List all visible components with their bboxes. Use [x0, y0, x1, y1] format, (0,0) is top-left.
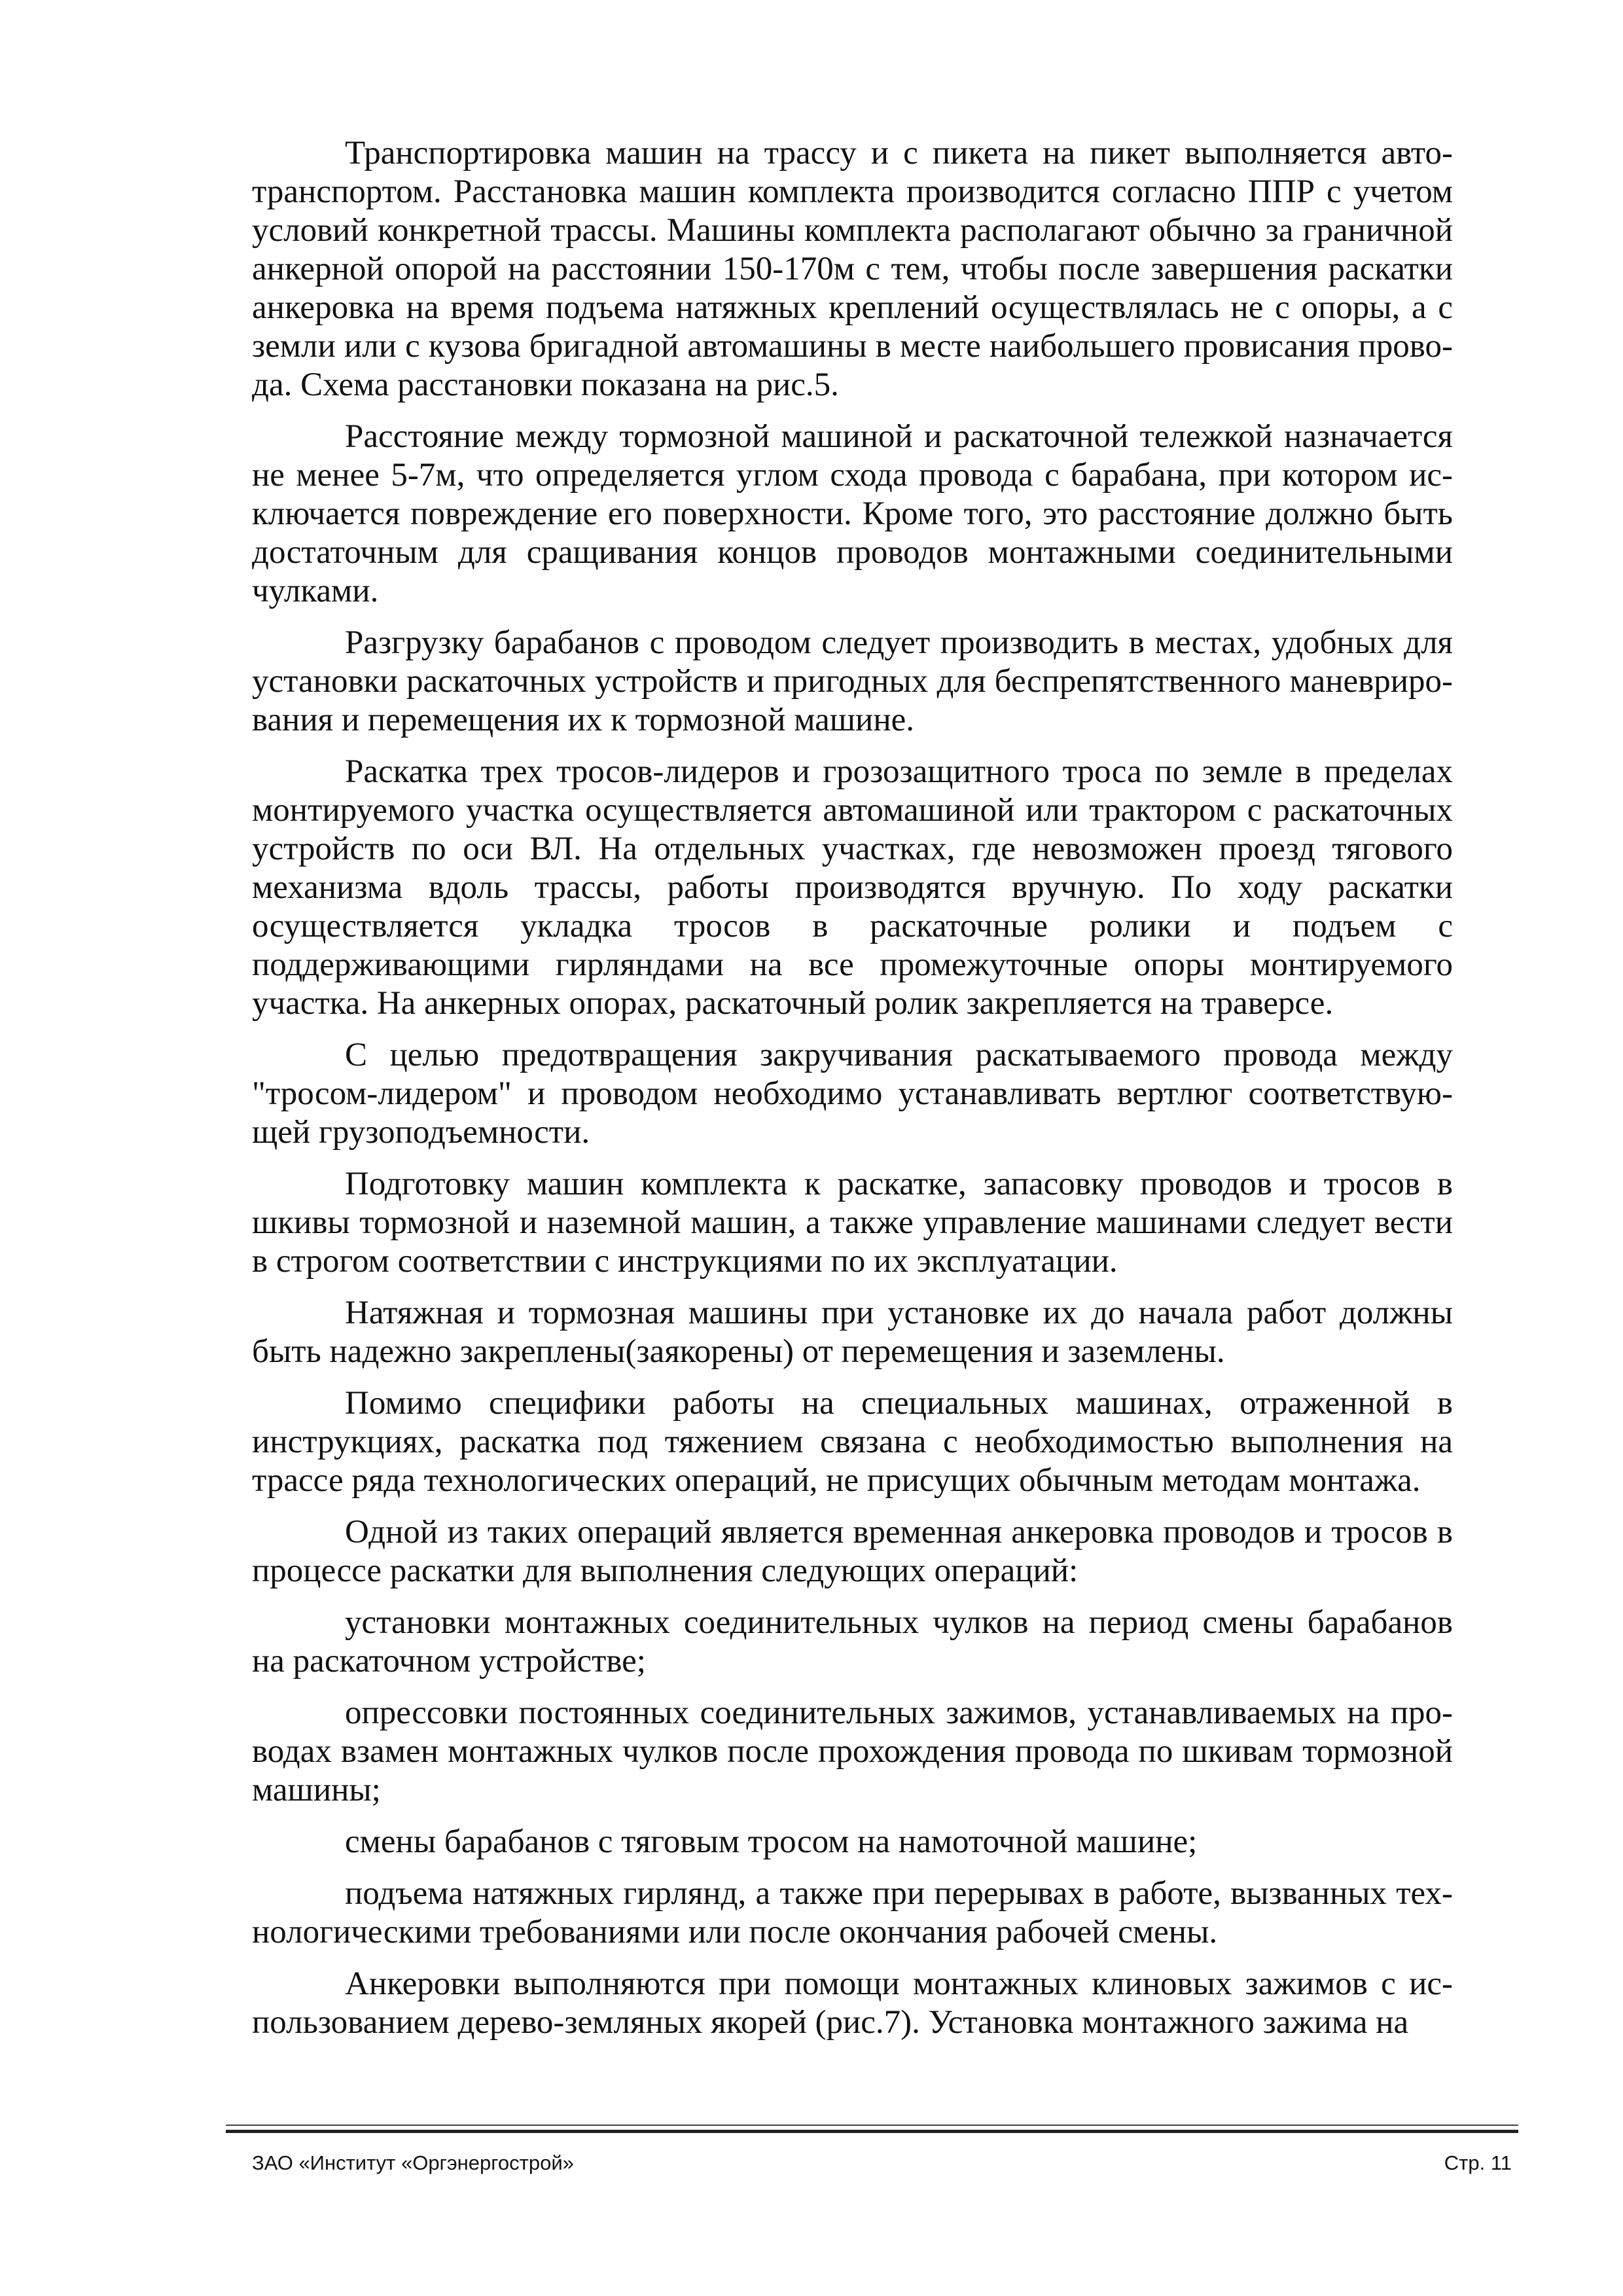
- footer-divider-thick: [226, 2130, 1518, 2133]
- paragraph-10: Анкеровки выполняются при помощи монтажных клиновых зажимов с использованием дерево-земляных якорей (рис.7). Установка монтажного зажима на: [252, 1965, 1453, 2041]
- list-item-4: подъема натяжных гирлянд, а также при перерывах в работе, вызванных технологическими требованиями или после окончания рабочей смены.: [252, 1875, 1453, 1950]
- body-text: [252, 134, 1453, 2055]
- list-item-3: смены барабанов с тяговым тросом на намоточной машине;: [345, 1823, 1198, 1860]
- paragraph-6: Подготовку машин комплекта к раскатке, запасовку проводов и тросов в шкивы тормозной и наземной машин, а также управление машинами следует вести в строгом соответствии с инструкциями по их эксплуатации.: [252, 1166, 1453, 1280]
- paragraph-7: Натяжная и тормозная машины при установке их до начала работ должны быть надежно закреплены(заякорены) от перемещения и заземлены.: [252, 1295, 1453, 1370]
- paragraph-4: Раскатка трех тросов-лидеров и грозозащитного троса по земле в пределах монтируемого участка осуществляется автомашиной или трактором с раскаточных устройств по оси ВЛ. На отдельных участках, где невозможен проезд тягового механизма вдоль трассы, работы производятся вручную. По ходу раскатки осуществляется укладка тросов в раскаточные ролики и подъем с поддерживающими гирляндами на все промежуточные опоры монтируемого участка. На анкерных опорах, раскаточный ролик закрепляется на траверсе.: [252, 753, 1453, 1022]
- footer-page-number: Стр. 11: [1444, 2151, 1512, 2174]
- paragraph-5: С целью предотвращения закручивания раскатываемого провода между "тросом-лидером" и проводом необходимо устанавливать вертлюг соответствующей грузоподъемности.: [252, 1037, 1453, 1151]
- paragraph-1: Транспортировка машин на трассу и с пикета на пикет выполняется автотранспортом. Расстановка машин комплекта производится согласно ППР с учетом условий конкретной трассы. Машины комплекта располагают обычно за граничной анкерной опорой на расстоянии 150-170м с тем, чтобы после завершения раскатки анкеровка на время подъема натяжных креплений осуществлялась не с опоры, а с земли или с кузова бригадной автомашины в месте наибольшего провисания провода. Схема расстановки показана на рис.5.: [252, 135, 1453, 403]
- paragraph-9: Одной из таких операций является временная анкеровка проводов и тросов в процессе раскатки для выполнения следующих операций:: [252, 1514, 1453, 1589]
- paragraph-8: Помимо специфики работы на специальных машинах, отраженной в инструкциях, раскатка под тяжением связана с необходимостью выполнения на трассе ряда технологических операций, не присущих обычным методам монтажа.: [252, 1385, 1453, 1499]
- list-item-1: установки монтажных соединительных чулков на период смены барабанов на раскаточном устройстве;: [252, 1604, 1453, 1679]
- footer-organization: ЗАО «Институт «Оргэнергострой»: [252, 2151, 574, 2174]
- paragraph-3: Разгрузку барабанов с проводом следует производить в местах, удобных для установки раскаточных устройств и пригодных для беспрепятственного маневрирования и перемещения их к тормозной машине.: [252, 624, 1453, 738]
- footer-divider-thin: [226, 2125, 1518, 2126]
- paragraph-2: Расстояние между тормозной машиной и раскаточной тележкой назначается не менее 5-7м, что определяется углом схода провода с барабана, при котором исключается повреждение его поверхности. Кроме того, это расстояние должно быть достаточным для сращивания концов проводов монтажными соединительными чулками.: [252, 418, 1453, 609]
- list-item-2: опрессовки постоянных соединительных зажимов, устанавливаемых на проводах взамен монтажных чулков после прохождения провода по шкивам тормозной машины;: [252, 1695, 1453, 1808]
